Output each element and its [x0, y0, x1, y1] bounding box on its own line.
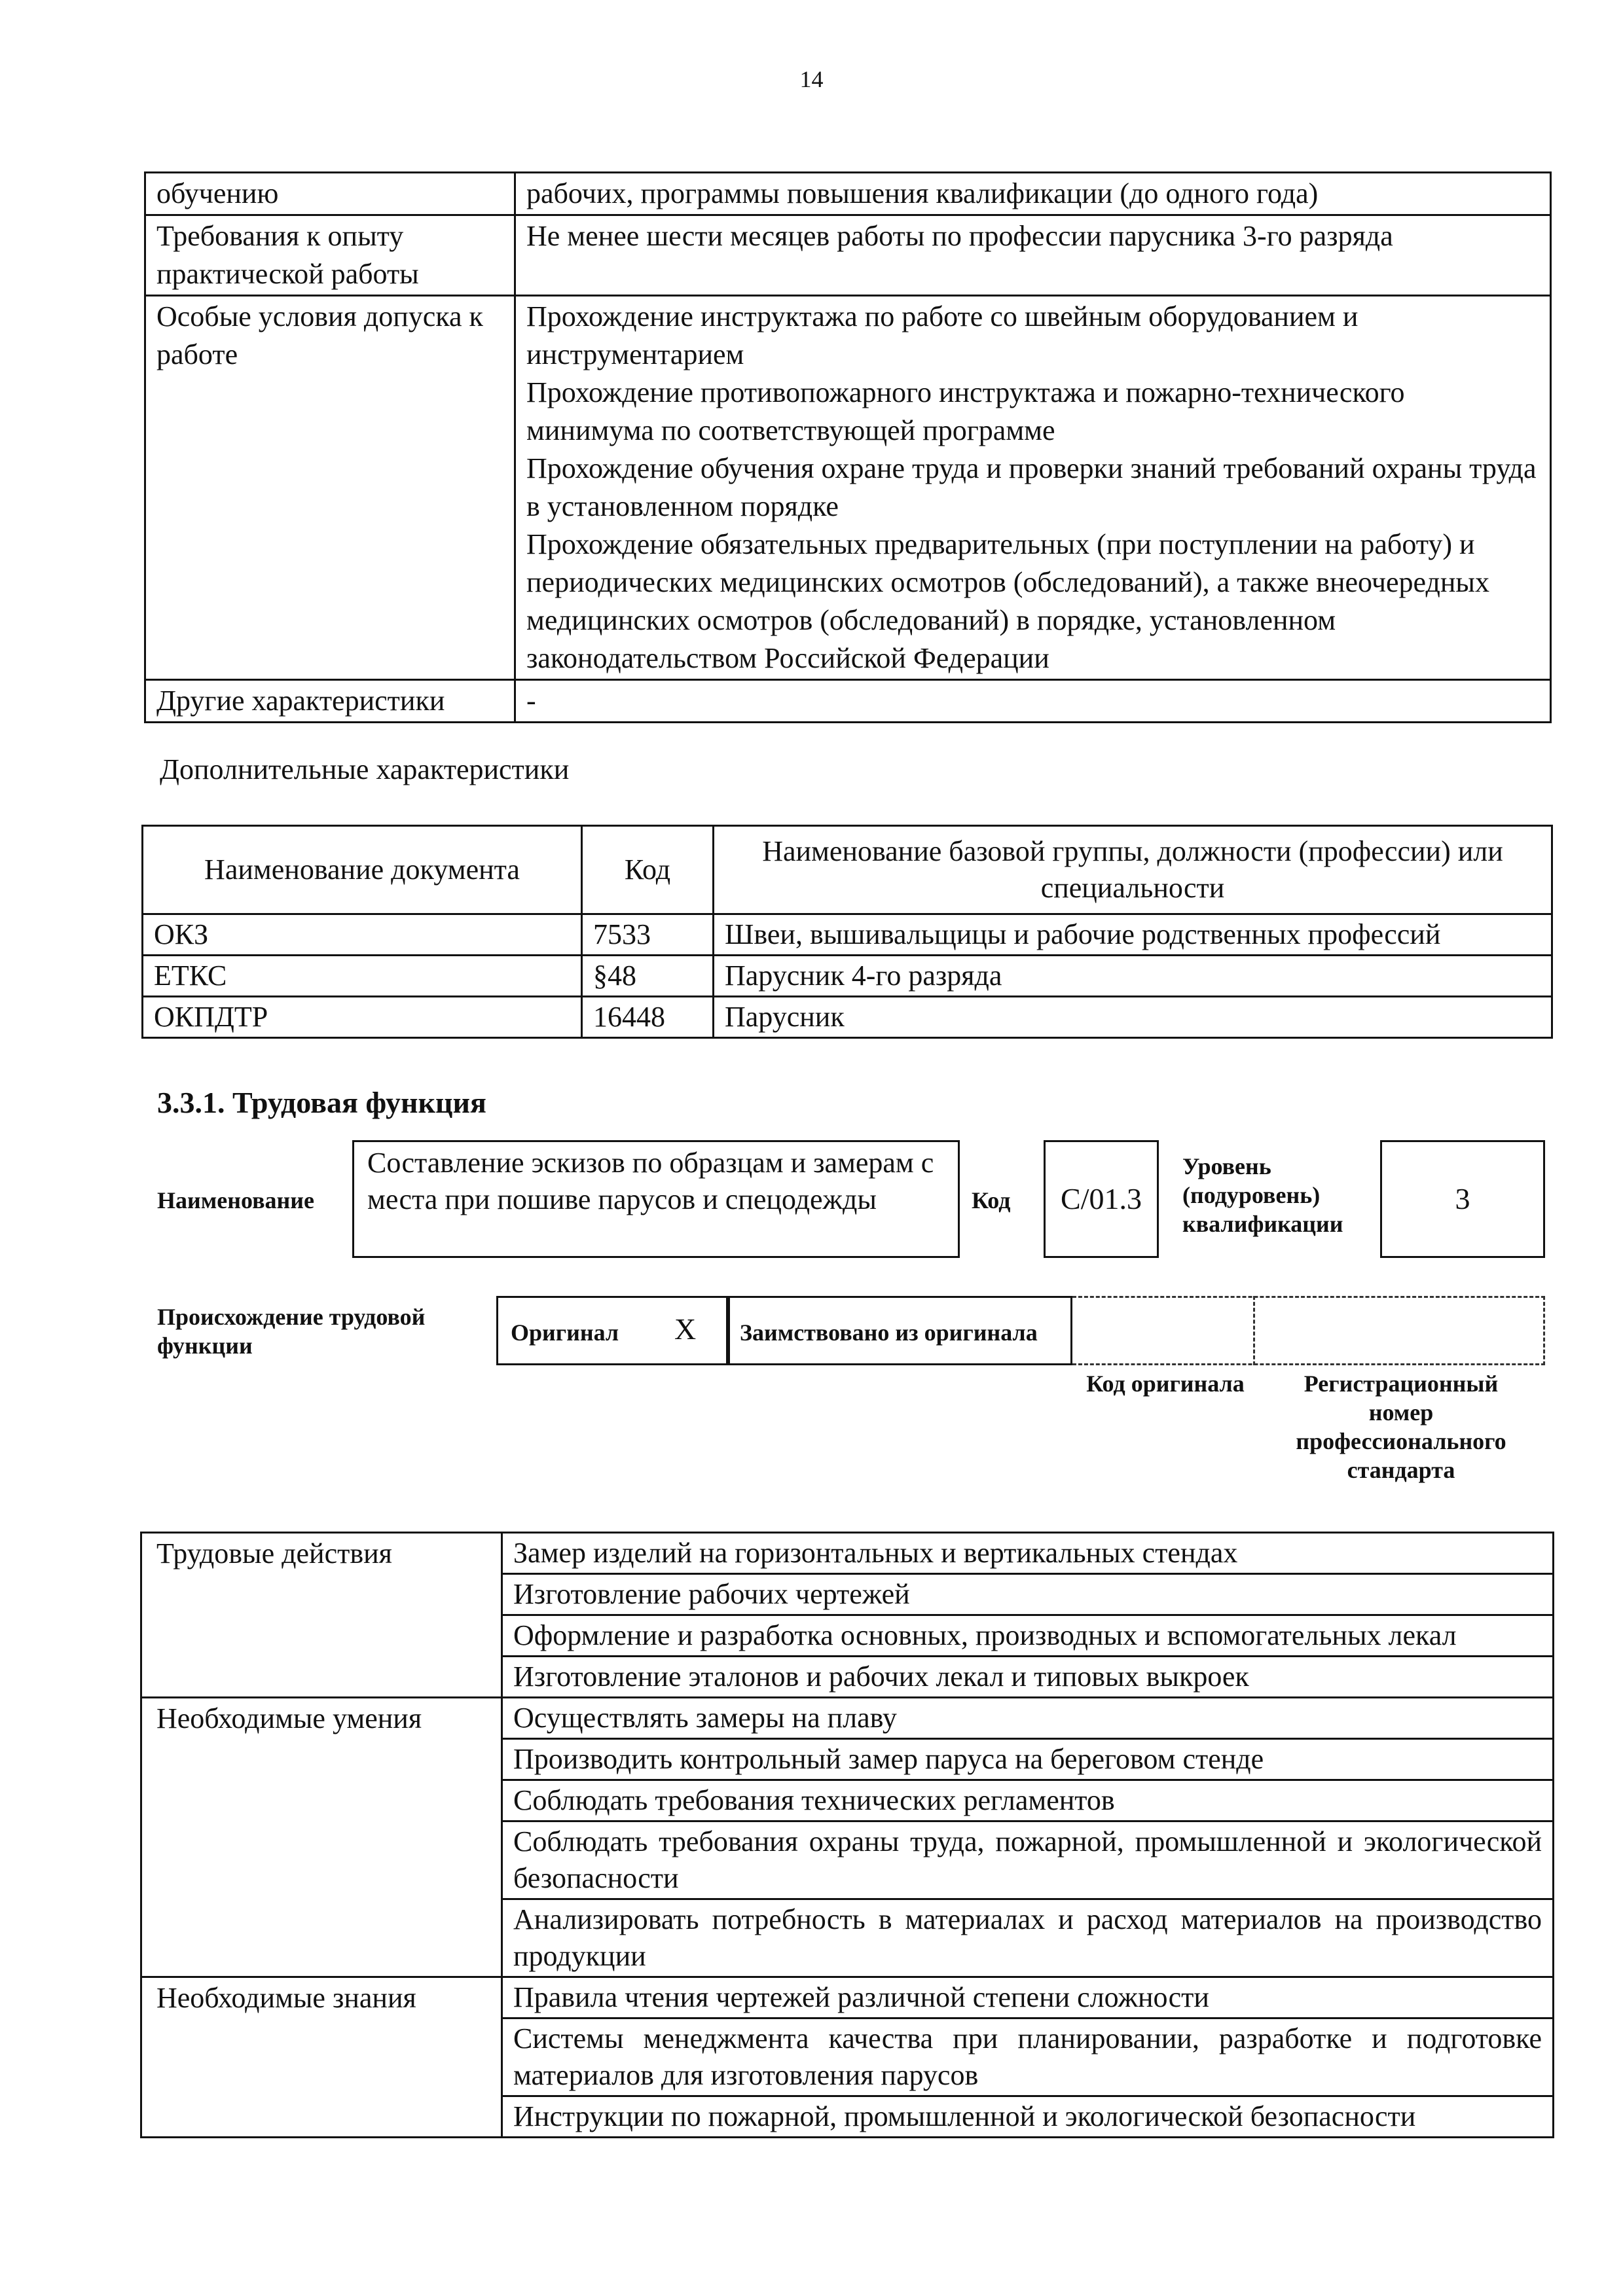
- header-cell: Наименование документа: [143, 826, 582, 914]
- table-cell: §48: [582, 956, 714, 997]
- table-cell: 16448: [582, 997, 714, 1038]
- table-row: [143, 914, 1552, 956]
- table-row: [141, 1698, 1554, 1739]
- detail-item: Правила чтения чертежей различной степени сложности: [502, 1977, 1554, 2018]
- origin-divider: [1543, 1296, 1545, 1365]
- original-label: Оригинал: [511, 1319, 619, 1346]
- table-cell: ЕТКС: [143, 956, 582, 997]
- detail-item: Соблюдать требования технических регламентов: [502, 1780, 1554, 1821]
- additional-caption: Дополнительные характеристики: [160, 753, 570, 785]
- condition-item: Прохождение инструктажа по работе со швейным оборудованием и инструментарием: [526, 300, 1359, 370]
- row-value: [515, 296, 1551, 680]
- detail-item: Замер изделий на горизонтальных и вертикальных стендах: [502, 1533, 1554, 1574]
- table-cell: ОКПДТР: [143, 997, 582, 1038]
- table-row: [145, 173, 1551, 215]
- function-details-table: [140, 1532, 1554, 2138]
- qualification-table: [144, 171, 1552, 723]
- group-label: Трудовые действия: [141, 1533, 502, 1698]
- table-row: [141, 1533, 1554, 1574]
- table-row: [141, 1977, 1554, 2018]
- row-label: Особые условия допуска к работе: [145, 296, 515, 680]
- table-cell: 7533: [582, 914, 714, 956]
- section-title: 3.3.1. Трудовая функция: [157, 1086, 486, 1119]
- condition-item: Прохождение обучения охране труда и проверки знаний требований охраны труда в установленном порядке: [526, 452, 1537, 522]
- table-cell: ОКЗ: [143, 914, 582, 956]
- origin-label: Происхождение трудовой функции: [157, 1304, 426, 1359]
- table-row: [145, 296, 1551, 680]
- origin-divider: [1253, 1296, 1255, 1365]
- origin-top-line: [1072, 1296, 1545, 1298]
- table-row: [145, 215, 1551, 296]
- function-name-box: Составление эскизов по образцам и замерам с места при пошиве парусов и спецодежды: [352, 1140, 960, 1258]
- row-label: Требования к опыту практической работы: [145, 215, 515, 296]
- group-label: Необходимые умения: [141, 1698, 502, 1977]
- level-box: 3: [1380, 1140, 1545, 1258]
- table-row: [143, 997, 1552, 1038]
- reg-caption: Регистрационный номер профессионального стандарта: [1296, 1371, 1506, 1483]
- detail-item: Оформление и разработка основных, производных и вспомогательных лекал: [502, 1615, 1554, 1657]
- function-code-box: C/01.3: [1044, 1140, 1159, 1258]
- level-label: Уровень (подуровень) квалификации: [1182, 1153, 1343, 1237]
- detail-item: Производить контрольный замер паруса на береговом стенде: [502, 1739, 1554, 1780]
- code-label: Код: [972, 1187, 1011, 1213]
- condition-item: Прохождение обязательных предварительных (при поступлении на работу) и периодических медицинских осмотров (обследований), а также внеочередных медицинских осмотров (обследований) в порядке, установленном законодательством Российской Федерации: [526, 528, 1489, 674]
- detail-item: Анализировать потребность в материалах и расход материалов на производство продукции: [502, 1899, 1554, 1977]
- table-row: [145, 680, 1551, 723]
- header-cell: Код: [582, 826, 714, 914]
- table-cell: Парусник 4-го разряда: [714, 956, 1552, 997]
- code-caption: Код оригинала: [1086, 1371, 1245, 1397]
- row-value: -: [515, 680, 1551, 723]
- row-label: обучению: [145, 173, 515, 215]
- row-value: Не менее шести месяцев работы по профессии парусника 3-го разряда: [515, 215, 1551, 296]
- original-mark: X: [674, 1312, 697, 1346]
- row-value: рабочих, программы повышения квалификации (до одного года): [515, 173, 1551, 215]
- condition-item: Прохождение противопожарного инструктажа и пожарно-технического минимума по соответствующей программе: [526, 376, 1405, 446]
- origin-bottom-line: [1072, 1363, 1545, 1365]
- header-cell: Наименование базовой группы, должности (профессии) или специальности: [714, 826, 1552, 914]
- table-cell: Парусник: [714, 997, 1552, 1038]
- name-label: Наименование: [157, 1187, 314, 1213]
- table-cell: Швеи, вышивальщицы и рабочие родственных профессий: [714, 914, 1552, 956]
- detail-item: Инструкции по пожарной, промышленной и экологической безопасности: [502, 2096, 1554, 2138]
- detail-item: Изготовление рабочих чертежей: [502, 1574, 1554, 1615]
- table-header-row: [143, 826, 1552, 914]
- borrowed-label: Заимствовано из оригинала: [740, 1319, 1038, 1346]
- detail-item: Соблюдать требования охраны труда, пожарной, промышленной и экологической безопасности: [502, 1821, 1554, 1899]
- detail-item: Осуществлять замеры на плаву: [502, 1698, 1554, 1739]
- row-label: Другие характеристики: [145, 680, 515, 723]
- table-row: [143, 956, 1552, 997]
- group-label: Необходимые знания: [141, 1977, 502, 2138]
- page-number: 14: [799, 66, 824, 92]
- detail-item: Изготовление эталонов и рабочих лекал и типовых выкроек: [502, 1657, 1554, 1698]
- detail-item: Системы менеджмента качества при планировании, разработке и подготовке материалов для изготовления парусов: [502, 2018, 1554, 2096]
- additional-table: [141, 825, 1553, 1039]
